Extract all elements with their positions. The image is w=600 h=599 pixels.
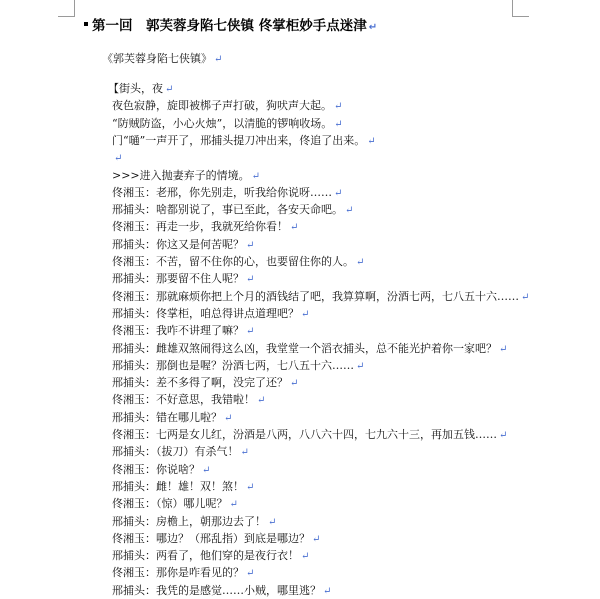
heading-bullet-icon — [84, 22, 88, 26]
paragraph-mark-icon: ↵ — [301, 551, 310, 563]
text-line[interactable] — [112, 428, 507, 443]
text-line[interactable] — [112, 307, 309, 322]
paragraph-mark-icon: ↵ — [229, 499, 238, 511]
line-text: 邢捕头：雌！雄！双！煞！ — [112, 479, 244, 493]
line-text: >>>进入抛妻弃子的情境。 — [112, 168, 250, 182]
line-text: 邢捕头：两看了，他们穿的是夜行衣！ — [112, 549, 299, 563]
line-text: 佟湘玉：再走一步，我就死给你看！ — [112, 220, 288, 234]
paragraph-mark-icon: ↵ — [246, 568, 255, 580]
paragraph-mark-icon: ↵ — [246, 481, 255, 493]
text-line[interactable] — [112, 411, 232, 426]
paragraph-mark-icon: ↵ — [334, 118, 343, 130]
paragraph-mark-icon: ↵ — [368, 22, 378, 33]
paragraph-mark-icon: ↵ — [499, 343, 508, 355]
text-line[interactable] — [112, 445, 249, 460]
text-line[interactable] — [112, 220, 298, 235]
paragraph-mark-icon: ↵ — [246, 326, 255, 338]
paragraph-mark-icon: ↵ — [499, 430, 508, 441]
text-line[interactable] — [112, 497, 238, 512]
crop-mark-top-right-vertical — [512, 0, 513, 16]
line-text: 【街头，夜 — [108, 82, 163, 95]
text-line[interactable] — [112, 515, 276, 530]
paragraph-mark-icon: ↵ — [246, 274, 255, 286]
line-text: 佟湘玉：我咋不讲理了嘛？ — [112, 324, 244, 338]
paragraph-mark-icon: ↵ — [290, 378, 299, 390]
paragraph-mark-icon: ↵ — [356, 360, 365, 372]
paragraph-mark-icon: ↵ — [521, 291, 530, 303]
text-line[interactable] — [112, 255, 364, 270]
line-text: 夜色寂静，旋即被梆子声打破，狗吠声大起。 — [112, 99, 332, 113]
text-line[interactable] — [112, 566, 254, 581]
line-text: 邢捕头：（拔刀）有杀气！ — [112, 445, 239, 459]
paragraph-mark-icon: ↵ — [268, 516, 277, 528]
line-text: 邢捕头：你这又是何苦呢？ — [112, 237, 244, 251]
chapter-heading[interactable] — [84, 14, 377, 34]
paragraph-mark-icon: ↵ — [214, 54, 223, 65]
crop-mark-top-left-vertical — [74, 0, 75, 16]
paragraph-mark-icon: ↵ — [224, 412, 233, 424]
paragraph-mark-icon: ↵ — [165, 84, 174, 95]
paragraph-mark-icon: ↵ — [301, 308, 310, 320]
paragraph-mark-icon: ↵ — [202, 464, 211, 476]
line-text: 邢捕头：雌雄双煞闹得这么凶，我堂堂一个滔衣捕头，总不能光护着你一家吧？ — [112, 341, 497, 355]
line-text: 门“嗵”一声开了，邢捕头提刀冲出来，佟追了出来。 — [112, 133, 366, 147]
crop-mark-top-right-horizontal — [512, 16, 529, 17]
paragraph-mark-icon: ↵ — [290, 222, 299, 234]
line-text: 佟湘玉：那你是咋看见的？ — [112, 566, 244, 580]
text-line[interactable] — [112, 169, 260, 184]
line-text: 邢捕头：差不多得了啊，没完了还？ — [112, 376, 288, 390]
paragraph-mark-icon: ↵ — [246, 239, 255, 251]
paragraph-mark-icon: ↵ — [114, 153, 123, 165]
paragraph-mark-icon: ↵ — [240, 447, 249, 459]
text-line[interactable] — [112, 186, 342, 201]
line-text: 佟湘玉：那就麻烦你把上个月的酒钱结了吧，我算算啊，汾酒七两，七八五十六…… — [112, 289, 519, 303]
line-text: 邢捕头：房檐上，朝那边去了！ — [112, 514, 266, 528]
text-line[interactable] — [112, 272, 254, 287]
text-line[interactable] — [112, 99, 342, 114]
subtitle-text: 《郭芙蓉身陷七侠镇》 — [102, 52, 212, 65]
text-line[interactable] — [112, 324, 254, 339]
text-line[interactable] — [112, 393, 265, 408]
line-text: “防贼防盗，小心火烛”，以清脆的锣响收场。 — [112, 116, 333, 130]
line-text: 佟湘玉：哪边？（邢乱指）到底是哪边？ — [112, 531, 310, 545]
line-text: 佟湘玉：老邢，你先别走，听我给你说呀…… — [112, 185, 332, 199]
text-line[interactable] — [112, 134, 376, 149]
text-line[interactable] — [112, 203, 353, 218]
text-line[interactable] — [112, 532, 320, 547]
text-line[interactable] — [112, 549, 309, 564]
paragraph-mark-icon: ↵ — [367, 135, 376, 147]
paragraph-mark-icon: ↵ — [312, 533, 321, 545]
line-text: 邢捕头：我凭的是感觉……小贼，哪里逃？ — [112, 583, 321, 597]
paragraph-mark-icon: ↵ — [257, 395, 266, 407]
crop-mark-top-left-horizontal — [58, 16, 75, 17]
text-line[interactable] — [112, 376, 298, 391]
paragraph-mark-icon: ↵ — [356, 257, 365, 268]
text-line[interactable] — [112, 463, 210, 478]
line-text: 邢捕头：错在哪儿啦？ — [112, 410, 222, 424]
line-text: 邢捕头：那倒也是喔？汾酒七两，七八五十六…… — [112, 358, 354, 372]
text-line[interactable] — [112, 151, 122, 166]
text-line[interactable] — [108, 82, 173, 97]
paragraph-mark-icon: ↵ — [323, 585, 332, 597]
paragraph-mark-icon: ↵ — [251, 170, 261, 182]
line-text: 佟湘玉：不好意思，我错啦！ — [112, 393, 255, 407]
paragraph-mark-icon: ↵ — [345, 205, 354, 217]
text-line[interactable] — [112, 342, 507, 357]
text-line[interactable] — [112, 359, 364, 374]
text-line[interactable] — [112, 584, 331, 599]
line-text: 邢捕头：那要留不住人呢？ — [112, 272, 244, 286]
text-line[interactable] — [112, 238, 254, 253]
paragraph-mark-icon: ↵ — [334, 101, 343, 113]
line-text: 邢捕头：佟掌柜，咱总得讲点道理吧？ — [112, 306, 299, 320]
line-text: 佟湘玉：不苦，留不住你的心，也要留住你的人。 — [112, 255, 354, 268]
line-text: 佟湘玉：（惊）哪儿呢？ — [112, 497, 228, 511]
line-text: 佟湘玉：七两是女儿红，汾酒是八两，八八六十四，七九六十三，再加五钱…… — [112, 428, 497, 441]
text-line[interactable] — [112, 480, 254, 495]
subtitle[interactable] — [102, 52, 222, 67]
text-line[interactable] — [112, 117, 343, 132]
line-text: 佟湘玉：你说啥？ — [112, 462, 200, 476]
paragraph-mark-icon: ↵ — [334, 187, 343, 199]
text-line[interactable] — [112, 290, 529, 305]
chapter-heading-text: 第一回 郭芙蓉身陷七侠镇 佟掌柜妙手点迷津 — [92, 18, 367, 34]
line-text: 邢捕头：啥都别说了，事已至此，各安天命吧。 — [112, 203, 343, 217]
